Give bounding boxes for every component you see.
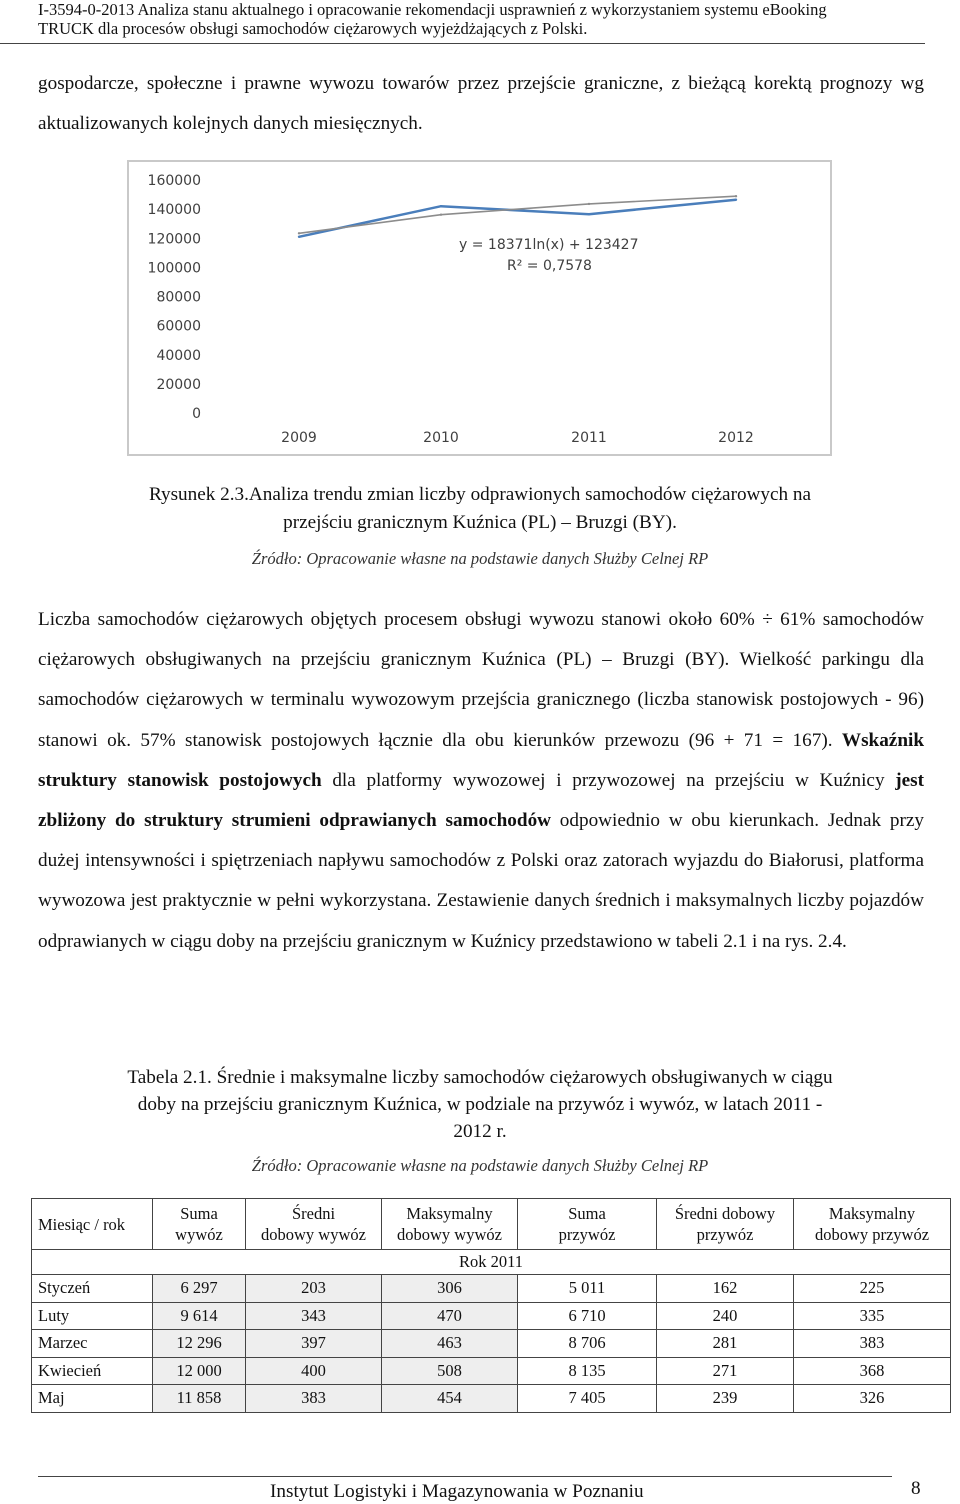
- figure-caption-line1: Rysunek 2.3.Analiza trendu zmian liczby odprawionych samochodów ciężarowych na: [148, 484, 812, 505]
- y-tick-label: 80000: [156, 289, 201, 306]
- header-avg-import: Średni dobowy przywóz: [657, 1199, 794, 1250]
- x-tick-label: 2012: [718, 430, 754, 446]
- month-cell: Maj: [32, 1385, 153, 1413]
- page-number: 8: [911, 1478, 921, 1499]
- table-header-row: [32, 1199, 951, 1250]
- value-cell: 11 858: [153, 1385, 246, 1413]
- value-cell: 8 135: [518, 1357, 657, 1385]
- data-series-line: [299, 200, 736, 237]
- year-row: [32, 1250, 951, 1275]
- month-cell: Marzec: [32, 1330, 153, 1358]
- table-row: [32, 1302, 951, 1330]
- value-cell: 225: [794, 1275, 951, 1303]
- value-cell: 7 405: [518, 1385, 657, 1413]
- table-caption-line2: doby na przejściu granicznym Kuźnica, w podziale na przywóz i wywóz, w latach 2011 -: [137, 1094, 823, 1115]
- trend-chart: [127, 160, 832, 456]
- intro-paragraph: gospodarcze, społeczne i prawne wywozu towarów przez przejście graniczne, z bieżącą korektą prognozy wg aktualizowanych kolejnych danych miesięcznych.: [38, 73, 924, 134]
- body-text-1: Liczba samochodów ciężarowych objętych procesem obsługi wywozu stanowi około 60% ÷ 61% samochodów ciężarowych obsługiwanych na przejściu granicznym Kuźnica (PL) – Bruzgi (BY). Wielkość parkingu dla samochodów ciężarowych w terminalu wywozowym przejścia granicznego (liczba stanowisk postojowych - 96) stanowi ok. 57% stanowisk postojowych łącznie dla obu kierunków przewozu (96 + 71 = 167).: [38, 609, 924, 751]
- value-cell: 6 297: [153, 1275, 246, 1303]
- y-tick-label: 120000: [147, 231, 201, 248]
- value-cell: 400: [246, 1357, 382, 1385]
- value-cell: 508: [382, 1357, 518, 1385]
- chart-svg: [129, 162, 830, 454]
- value-cell: 326: [794, 1385, 951, 1413]
- value-cell: 454: [382, 1385, 518, 1413]
- body-paragraph: [38, 600, 924, 962]
- figure-source: Źródło: Opracowanie własne na podstawie danych Służby Celnej RP: [251, 549, 709, 568]
- table-row: [32, 1385, 951, 1413]
- y-tick-label: 0: [192, 406, 201, 422]
- value-cell: 240: [657, 1302, 794, 1330]
- value-cell: 162: [657, 1275, 794, 1303]
- header-project-line: I-3594-0-2013 Analiza stanu aktualnego i opracowanie rekomendacji usprawnień z wykorzystaniem systemu eBooking: [38, 0, 827, 19]
- trend-point: [298, 232, 300, 234]
- y-tick-label: 100000: [147, 260, 201, 277]
- y-tick-label: 20000: [156, 376, 201, 393]
- value-cell: 239: [657, 1385, 794, 1413]
- x-tick-label: 2009: [281, 430, 317, 446]
- value-cell: 368: [794, 1357, 951, 1385]
- value-cell: 271: [657, 1357, 794, 1385]
- data-point: [440, 205, 442, 207]
- body-text-3: odpowiednio w obu kierunkach. Jednak przy dużej intensywności i spiętrzeniach napływu samochodów z Polski oraz zatorach wyjazdu do Białorusi, platforma wywozowa jest praktycznie w pełni wykorzystana. Zestawienie danych średnich i maksymalnych liczby pojazdów odprawianych w ciągu doby na przejściu granicznym w Kuźnicy przedstawiono w tabeli 2.1 i na rys. 2.4.: [38, 810, 924, 952]
- header-sum-export: Suma wywóz: [153, 1199, 246, 1250]
- month-cell: Kwiecień: [32, 1357, 153, 1385]
- header-rule: [0, 43, 925, 44]
- data-point: [735, 199, 737, 201]
- value-cell: 12 296: [153, 1330, 246, 1358]
- body-bold-2: jest zbliżony do struktury strumieni odprawianych samochodów: [38, 769, 924, 832]
- footer-institute: Instytut Logistyki i Magazynowania w Poznaniu: [270, 1481, 644, 1502]
- value-cell: 343: [246, 1302, 382, 1330]
- value-cell: 5 011: [518, 1275, 657, 1303]
- body-text-2: dla platformy wywozowej i przywozowej na przejściu w Kuźnicy: [321, 769, 896, 791]
- data-table: [31, 1198, 951, 1413]
- body-bold-1: Wskaźnik struktury stanowisk postojowych: [38, 729, 924, 791]
- trend-point: [440, 214, 442, 216]
- value-cell: 12 000: [153, 1357, 246, 1385]
- value-cell: 8 706: [518, 1330, 657, 1358]
- header-subtitle-line: TRUCK dla procesów obsługi samochodów ciężarowych wyjeżdżających z Polski.: [38, 19, 588, 38]
- table-caption-line1: Tabela 2.1. Średnie i maksymalne liczby samochodów ciężarowych obsługiwanych w ciągu: [127, 1067, 833, 1088]
- value-cell: 203: [246, 1275, 382, 1303]
- y-tick-label: 140000: [147, 202, 201, 219]
- trend-point: [735, 195, 737, 197]
- value-cell: 463: [382, 1330, 518, 1358]
- month-cell: Luty: [32, 1302, 153, 1330]
- table-row: [32, 1275, 951, 1303]
- table-row: [32, 1357, 951, 1385]
- x-tick-label: 2011: [571, 430, 607, 446]
- trend-point: [588, 203, 590, 205]
- value-cell: 383: [246, 1385, 382, 1413]
- data-point: [588, 213, 590, 215]
- x-tick-label: 2010: [423, 430, 459, 446]
- header-month-year: Miesiąc / rok: [32, 1199, 153, 1250]
- value-cell: 470: [382, 1302, 518, 1330]
- value-cell: 306: [382, 1275, 518, 1303]
- y-tick-label: 40000: [156, 347, 201, 364]
- month-cell: Styczeń: [32, 1275, 153, 1303]
- table-source: Źródło: Opracowanie własne na podstawie danych Służby Celnej RP: [251, 1156, 709, 1175]
- document-header: [0, 0, 960, 44]
- value-cell: 335: [794, 1302, 951, 1330]
- table-row: [32, 1330, 951, 1358]
- value-cell: 383: [794, 1330, 951, 1358]
- value-cell: 6 710: [518, 1302, 657, 1330]
- value-cell: 9 614: [153, 1302, 246, 1330]
- header-max-import: Maksymalny dobowy przywóz: [794, 1199, 951, 1250]
- trend-equation: y = 18371ln(x) + 123427: [459, 237, 639, 253]
- data-point: [298, 236, 300, 238]
- footer-rule: [38, 1476, 892, 1477]
- value-cell: 397: [246, 1330, 382, 1358]
- year-label: Rok 2011: [32, 1250, 951, 1275]
- y-tick-label: 160000: [147, 173, 201, 189]
- y-tick-label: 60000: [156, 318, 201, 335]
- header-sum-import: Suma przywóz: [518, 1199, 657, 1250]
- value-cell: 281: [657, 1330, 794, 1358]
- trendline: [299, 196, 736, 233]
- table-caption-line3: 2012 r.: [453, 1121, 507, 1142]
- header-max-export: Maksymalny dobowy wywóz: [382, 1199, 518, 1250]
- r-squared-label: R² = 0,7578: [507, 258, 592, 274]
- header-avg-export: Średni dobowy wywóz: [246, 1199, 382, 1250]
- figure-caption-line2: przejściu granicznym Kuźnica (PL) – Bruzgi (BY).: [283, 512, 677, 533]
